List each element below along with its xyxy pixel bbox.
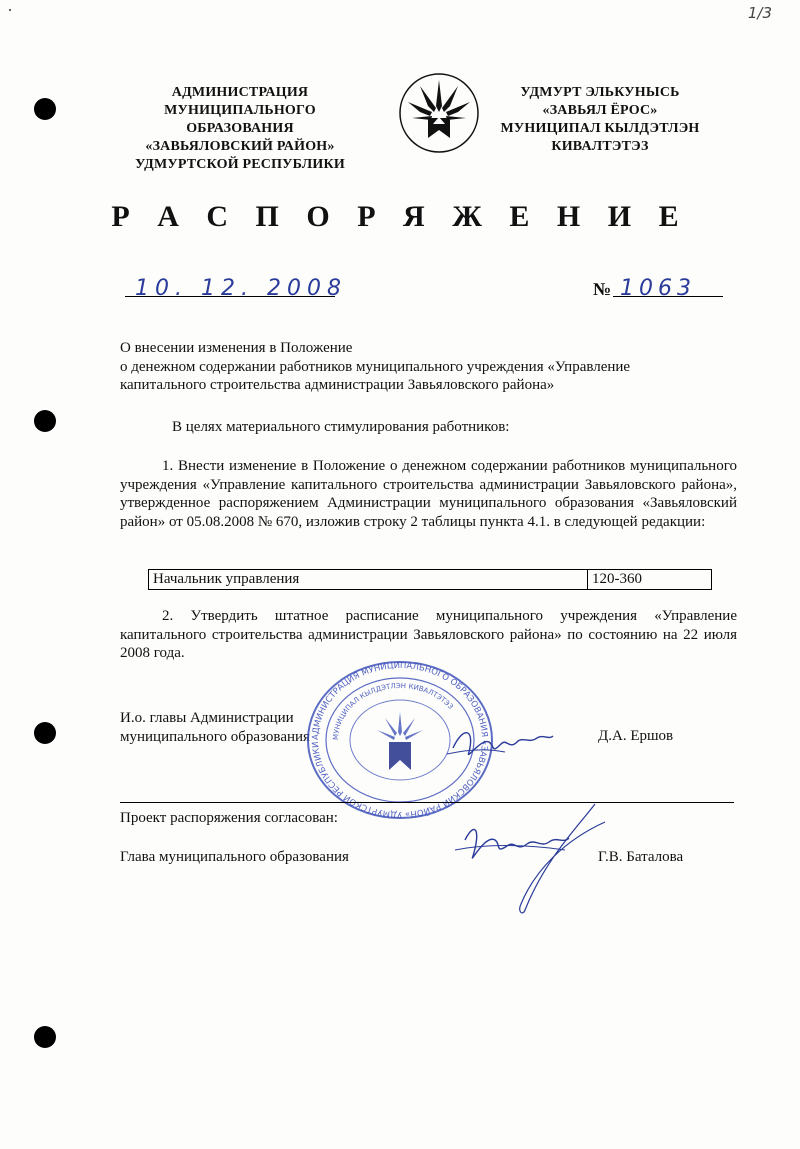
signatory-2-name: Г.В. Баталова bbox=[598, 849, 684, 865]
signatory-1-name: Д.А. Ершов bbox=[598, 728, 674, 744]
signature-2 bbox=[445, 800, 615, 920]
paragraph-2: 2. Утвердить штатное расписание муниципального учреждения «Управление капитального строительства администрации Завьяловского района» по состоянию на 22 июля 2008 года. bbox=[120, 608, 737, 661]
header-right-udmurt bbox=[500, 84, 700, 156]
subject-line: о денежном содержании работников муниципального учреждения «Управление bbox=[120, 358, 631, 375]
header-line: МУНИЦИПАЛ КЫЛДЭТЛЭН bbox=[500, 121, 700, 136]
punch-hole bbox=[34, 98, 56, 120]
paragraph-1: 1. Внести изменение в Положение о денежном содержании работников муниципального учреждения «Управление капитального строительства администрации Завьяловского района», утвержденное распоряжением Администрации муниципального образования «Завьяловский район» от 05.08.2008 № 670, изложив строку 2 таблицы пункта 4.1. в следующей редакции: bbox=[120, 458, 737, 530]
signatory-2-title: Глава муниципального образования bbox=[120, 849, 349, 865]
position-cell: Начальник управления bbox=[149, 570, 588, 590]
stamp-outer-text: АДМИНИСТРАЦИЯ МУНИЦИПАЛЬНОГО ОБРАЗОВАНИЯ «ЗАВЬЯЛОВСКИЙ РАЙОН» УДМУРТСКОЙ РЕСПУБЛИКИ bbox=[310, 660, 490, 820]
number-underline bbox=[613, 296, 723, 297]
punch-hole bbox=[34, 722, 56, 744]
position-table bbox=[148, 569, 712, 590]
table-row bbox=[149, 570, 712, 590]
number-label: № bbox=[593, 279, 612, 299]
stamp-emblem-icon bbox=[377, 712, 423, 740]
signatory-title-line: И.о. главы Администрации bbox=[120, 710, 294, 726]
header-line: АДМИНИСТРАЦИЯ bbox=[171, 85, 309, 100]
scan-speck bbox=[9, 9, 11, 11]
signature-1 bbox=[445, 718, 555, 768]
handwritten-number: 1063 bbox=[620, 276, 696, 301]
agreement-label: Проект распоряжения согласован: bbox=[120, 810, 338, 826]
separator-line bbox=[120, 802, 734, 803]
signatory-1-title bbox=[120, 709, 310, 746]
punch-hole bbox=[34, 410, 56, 432]
subject-line: капитального строительства администрации Завьяловского района» bbox=[120, 377, 555, 393]
handwritten-date: 10. 12. 2008 bbox=[135, 276, 347, 301]
header-line: КИВАЛТЭТЭЗ bbox=[551, 139, 649, 154]
document-title: Р А С П О Р Я Ж Е Н И Е bbox=[111, 200, 689, 233]
intro-text: В целях материального стимулирования работников: bbox=[172, 419, 510, 435]
header-left-russian bbox=[115, 84, 365, 174]
header-line: УДМУРТСКОЙ РЕСПУБЛИКИ bbox=[135, 157, 345, 172]
date-underline bbox=[125, 296, 335, 297]
value-cell: 120-360 bbox=[588, 570, 712, 590]
signatory-title-line: муниципального образования bbox=[120, 728, 310, 745]
district-emblem-icon bbox=[398, 72, 480, 154]
header-line: УДМУРТ ЭЛЬКУНЫСЬ bbox=[520, 85, 680, 100]
header-line: МУНИЦИПАЛЬНОГО ОБРАЗОВАНИЯ bbox=[164, 103, 316, 136]
subject-line: О внесении изменения в Положение bbox=[120, 340, 353, 356]
subject-block bbox=[120, 339, 740, 395]
header-line: «ЗАВЬЯЛОВСКИЙ РАЙОН» bbox=[145, 139, 335, 154]
punch-hole bbox=[34, 1026, 56, 1048]
header-line: «ЗАВЬЯЛ ЁРОС» bbox=[542, 103, 658, 118]
stamp-inner-text: МУНИЦИПАЛ КЫЛДЭТЛЭН КИВАЛТЭТЭЗ bbox=[331, 681, 455, 741]
page-number: 1/3 bbox=[747, 4, 772, 22]
